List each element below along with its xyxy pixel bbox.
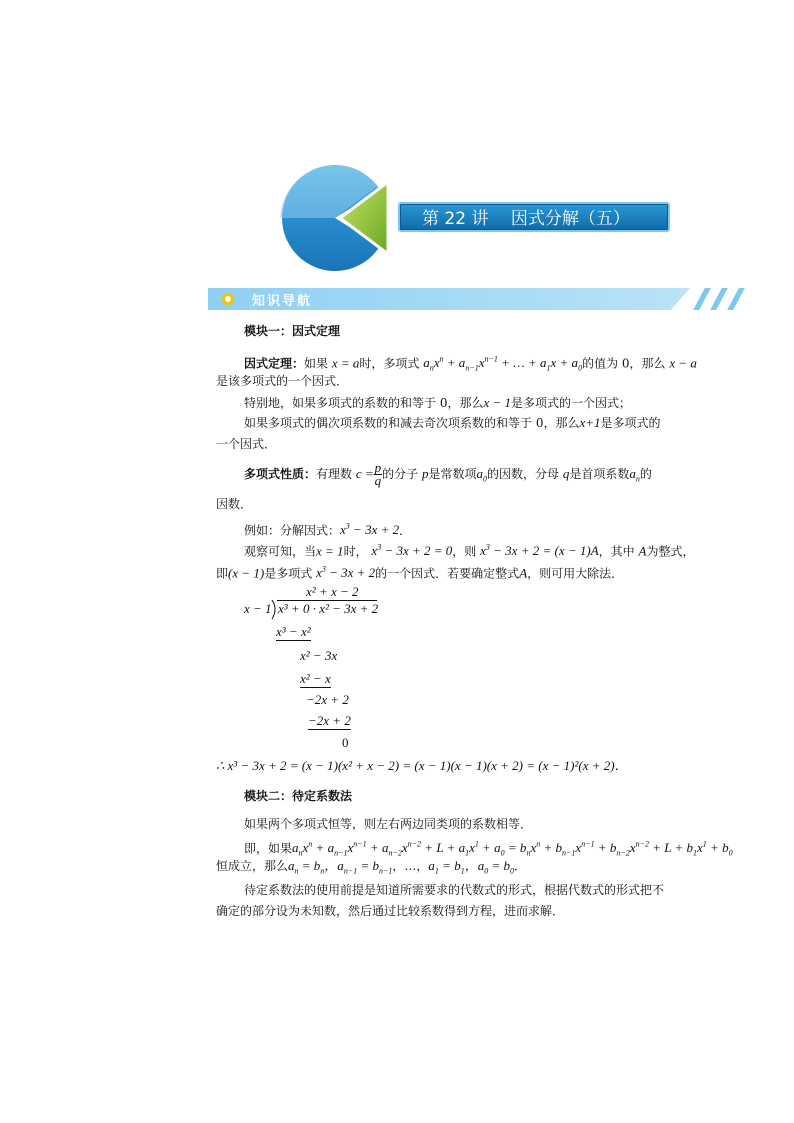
module2-line: 即，如果$a_nx^n + a_{n-1}x^{n-1} + a_{n-2}x^{n-2} + L + a_1x^1 + a_0 = b_nx^n + b_{n-1}x^{n-1} + b_{n-2}x^{n-2} + L + b_1x^1 + b_0$ [244, 840, 733, 858]
division-remainder: 0 [342, 735, 349, 750]
section-label: 知识导航 [252, 294, 313, 309]
module2-title: 模块二：待定系数法 [244, 789, 353, 803]
module1-title: 模块一：因式定理 [244, 324, 341, 338]
observe-line2: 即(x − 1)是多项式 $x^3 - 3x + 2$的一个因式．若要确定整式A，则可用大除法． [216, 565, 624, 581]
observe-line: 观察可知，当x = 1时， $x^3 - 3x + 2 = 0$，则 $x^3 - 3x + 2 = (x - 1)A$，其中 A为整式， [244, 543, 695, 559]
example-line: 例如：分解因式：$x^3 - 3x + 2$． [244, 522, 412, 538]
special1: 特别地，如果多项式的系数的和等于 0，那么x − 1是多项式的一个因式； [244, 395, 632, 410]
property-line2: 因数． [216, 497, 253, 511]
property-line: 多项式性质：有理数 c = $\frac{p}{q}$ 的分子 p是常数项$a_0$的因数，分母 q是首项系数$a_n$的 [244, 460, 652, 488]
division-step: x³ − x² [276, 624, 311, 639]
theorem-line: 因式定理：如果 x = a时，多项式 $a_nx^n + a_{n-1}x^{n-1}$ + … + $a_1x + a_0$的值为 0，那么 x − a [244, 355, 697, 373]
pie-logo-icon [270, 160, 400, 280]
division-step: x² − 3x [300, 648, 338, 663]
conclusion-line: ∴ x³ − 3x + 2 = (x − 1)(x² + x − 2) = (x − 1)(x − 1)(x + 2) = (x − 1)²(x + 2)． [216, 758, 628, 773]
slash-icon [693, 288, 711, 310]
module2-line: 待定系数法的使用前提是知道所需要求的代数式的形式，根据代数式的形式把不 [244, 883, 665, 897]
special2-line2: 一个因式． [216, 437, 277, 451]
slash-icon [727, 288, 745, 310]
division-step: −2x + 2 [306, 692, 349, 707]
module2-line: 如果两个多项式恒等，则左右两边同类项的系数相等． [244, 817, 533, 831]
division-quotient: x² + x − 2 [306, 584, 359, 599]
lecture-title: 第 22 讲 因式分解（五） [398, 202, 670, 232]
division-divisor: x − 1 [244, 601, 272, 616]
bullet-icon [222, 293, 234, 305]
slash-icon [710, 288, 728, 310]
special2: 如果多项式的偶次项系数的和减去奇次项系数的和等于 0，那么x+1是多项式的 [244, 415, 661, 430]
division-step: x² − x [300, 671, 331, 686]
division-step: −2x + 2 [308, 713, 351, 728]
module2-line: 确定的部分设为未知数，然后通过比较系数得到方程，进而求解． [216, 904, 565, 918]
module2-line: 恒成立，那么$a_n = b_n$，$a_{n-1} = b_{n-1}$，…，$a_1 = b_1$，$a_0 = b_0$． [216, 858, 527, 876]
division-dividend: x³ + 0 · x² − 3x + 2 [278, 601, 379, 616]
theorem-line2: 是该多项式的一个因式． [216, 374, 349, 388]
